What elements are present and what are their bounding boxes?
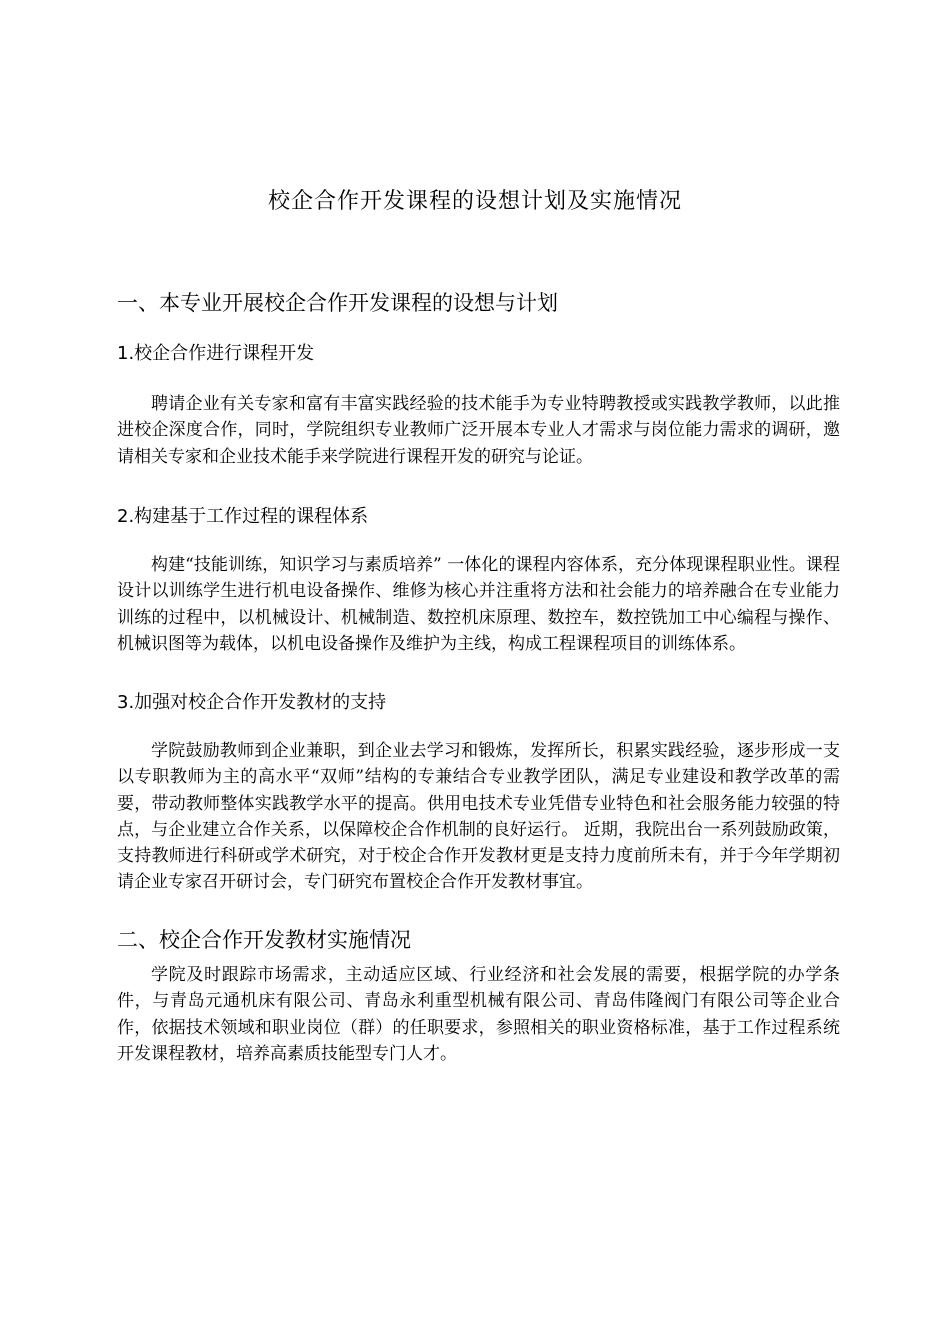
subsection-heading-course-development: 1.校企合作进行课程开发: [117, 343, 315, 364]
paragraph-course-development: 聘请企业有关专家和富有丰富实践经验的技术能手为专业特聘教授或实践教学教师，以此推进校企深度合作，同时，学院组织专业教师广泛开展本专业人才需求与岗位能力需求的调研，邀请相关专家和企业技术能手来学院进行课程开发的研究与论证。: [117, 394, 840, 467]
section-heading-implementation: 二、校企合作开发教材实施情况: [117, 928, 411, 952]
subsection-heading-textbook-support: 3.加强对校企合作开发教材的支持: [117, 692, 387, 713]
paragraph-curriculum-system: 构建“技能训练，知识学习与素质培养” 一体化的课程内容体系，充分体现课程职业性。课程设计以训练学生进行机电设备操作、维修为核心并注重将方法和社会能力的培养融合在专业能力训练的过程中，以机械设计、机械制造、数控机床原理、数控车，数控铣加工中心编程与操作、机械识图等为载体，以机电设备操作及维护为主线，构成工程课程项目的训练体系。: [117, 555, 840, 654]
paragraph-implementation: 学院及时跟踪市场需求，主动适应区域、行业经济和社会发展的需要，根据学院的办学条件，与青岛元通机床有限公司、青岛永利重型机械有限公司、青岛伟隆阀门有限公司等企业合作，依据技术领域和职业岗位（群）的任职要求，参照相关的职业资格标准，基于工作过程系统开发课程教材，培养高素质技能型专门人才。: [117, 965, 840, 1064]
section-heading-plan: 一、本专业开展校企合作开发课程的设想与计划: [117, 291, 558, 315]
subsection-heading-curriculum-system: 2.构建基于工作过程的课程体系: [117, 506, 369, 527]
document-title: 校企合作开发课程的设想计划及实施情况: [267, 189, 682, 214]
paragraph-textbook-support: 学院鼓励教师到企业兼职，到企业去学习和锻炼，发挥所长，积累实践经验，逐步形成一支以专职教师为主的高水平“双师”结构的专兼结合专业教学团队，满足专业建设和教学改革的需要，带动教师整体实践教学水平的提高。供用电技术专业凭借专业特色和社会服务能力较强的特点，与企业建立合作关系，以保障校企合作机制的良好运行。 近期，我院出台一系列鼓励政策，支持教师进行科研或学术研究，对于校企合作开发教材更是支持力度前所未有，并于今年学期初请企业专家召开研讨会，专门研究布置校企合作开发教材事宜。: [117, 741, 840, 893]
